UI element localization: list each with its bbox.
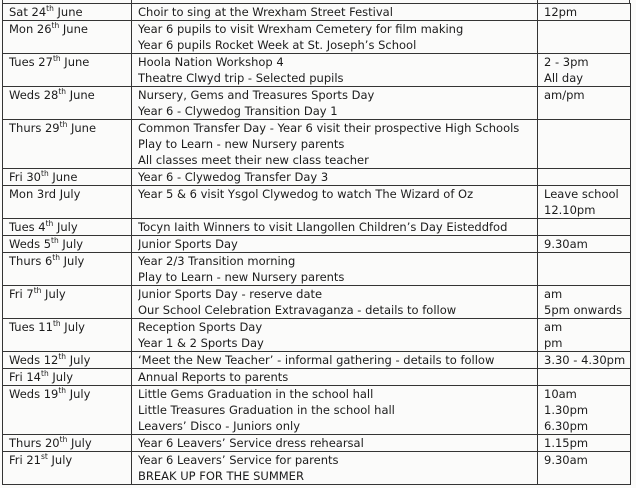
date-month: July [67,436,92,450]
events-cell [132,120,538,169]
event-line: Common Transfer Day - Year 6 visit their prospective High Schools [138,121,520,135]
date-text: Weds 5 [9,237,52,251]
event-line: Year 6 pupils Rocket Week at St. Joseph’s School [138,38,417,52]
table-row [3,369,631,386]
date-month: June [66,88,95,102]
time-cell [538,286,631,319]
date-ordinal: th [51,236,59,246]
event-line: Play to Learn - new Nursery parents [138,270,345,284]
events-cell [132,386,538,435]
time-cell [538,4,631,21]
date-ordinal: st [41,452,48,462]
time-line: am [544,287,563,301]
date-text: Fri 21 [9,453,41,467]
time-cell [538,319,631,352]
time-line: 6.30pm [544,419,589,433]
table-row [3,21,631,54]
events-cell [132,369,538,386]
event-line: Year 6 - Clywedog Transition Day 1 [138,104,338,118]
event-line: Hoola Nation Workshop 4 [138,55,284,69]
time-line: 12pm [544,5,578,19]
events-cell [132,186,538,219]
events-cell [132,286,538,319]
date-text: Weds 28 [9,88,59,102]
table-row [3,386,631,435]
time-line: 2 - 3pm [544,55,589,69]
table-row [3,286,631,319]
time-cell [538,369,631,386]
date-text: Tues 11 [9,320,53,334]
event-line: Annual Reports to parents [138,370,289,384]
time-line: am/pm [544,88,585,102]
time-line: 12.10pm [544,203,596,217]
date-cell [3,54,132,87]
date-month: July [66,353,91,367]
time-cell [538,236,631,253]
time-cell [538,435,631,452]
date-ordinal: th [51,21,60,31]
date-ordinal: th [33,286,42,296]
date-text: Thurs 29 [9,121,60,135]
date-month: July [58,237,84,251]
time-cell [538,87,631,120]
table-row [3,120,631,169]
date-ordinal: th [52,319,61,329]
event-line: Year 2/3 Transition morning [138,254,296,268]
table-row [3,253,631,286]
time-cell [538,386,631,435]
events-table-body [3,4,631,485]
event-line: Tocyn Iaith Winners to visit Llangollen Children’s Day Eisteddfod [138,220,508,234]
date-month: July [47,453,73,467]
date-text: Tues 27 [9,55,53,69]
events-cell [132,253,538,286]
date-text: Sat 24 [9,5,47,19]
date-cell [3,120,132,169]
date-text: Weds 19 [9,387,59,401]
date-ordinal: th [41,169,49,179]
events-cell [132,21,538,54]
event-line: Junior Sports Day [138,237,238,251]
time-line: pm [544,336,563,350]
events-cell [132,319,538,352]
time-cell [538,54,631,87]
event-line: Year 5 & 6 visit Ysgol Clywedog to watch The Wizard of Oz [138,187,474,201]
date-month: June [48,170,78,184]
date-text: Tues 4 [9,220,46,234]
event-line: ‘Meet the New Teacher’ - informal gathering - details to follow [138,353,495,367]
event-line: All classes meet their new class teacher [138,153,369,167]
time-cell [538,452,631,485]
time-line: 5pm onwards [544,303,623,317]
time-cell [538,169,631,186]
table-row [3,87,631,120]
date-month: July [60,320,85,334]
date-month: June [60,55,90,69]
date-ordinal: th [46,4,54,14]
table-row [3,236,631,253]
table-row [3,319,631,352]
event-line: Play to Learn - new Nursery parents [138,137,345,151]
events-cell [132,54,538,87]
date-cell [3,219,132,236]
time-line: All day [544,71,584,85]
date-cell [3,186,132,219]
table-row [3,169,631,186]
date-text: Thurs 6 [9,254,53,268]
event-line: Reception Sports Day [138,320,263,334]
date-text: Thurs 20 [9,436,60,450]
time-line: 3.30 - 4.30pm [544,353,626,367]
date-text: Fri 30 [9,170,41,184]
date-cell [3,253,132,286]
date-month: July [48,370,74,384]
date-ordinal: th [45,219,54,229]
table-row [3,54,631,87]
event-line: Year 6 Leavers’ Service for parents [138,453,339,467]
time-cell [538,120,631,169]
date-cell [3,21,132,54]
time-cell [538,186,631,219]
events-cell [132,169,538,186]
event-line: Year 6 - Clywedog Transfer Day 3 [138,170,329,184]
date-ordinal: th [58,87,67,97]
date-text: Weds 12 [9,353,59,367]
event-line: Little Gems Graduation in the school hall [138,387,374,401]
date-text: Mon 3rd [9,187,57,201]
time-line: am [544,320,563,334]
time-cell [538,253,631,286]
date-text: Fri 14 [9,370,41,384]
date-cell [3,87,132,120]
events-cell [132,236,538,253]
date-month: July [66,387,91,401]
events-table [2,3,631,485]
event-line: Little Treasures Graduation in the school hall [138,403,395,417]
date-month: July [60,254,85,268]
date-cell [3,452,132,485]
table-row [3,452,631,485]
date-cell [3,169,132,186]
event-line: Theatre Clwyd trip - Selected pupils [138,71,344,85]
date-ordinal: th [41,369,49,379]
table-row [3,435,631,452]
date-month: June [59,22,88,36]
date-cell [3,319,132,352]
time-line: 9.30am [544,237,588,251]
events-cell [132,87,538,120]
events-cell [132,435,538,452]
date-ordinal: th [58,352,67,362]
event-line: Choir to sing at the Wrexham Street Festival [138,5,393,19]
time-line: 9.30am [544,453,588,467]
table-row [3,352,631,369]
events-cell [132,352,538,369]
date-cell [3,236,132,253]
time-line: Leave school [544,187,619,201]
date-month: June [67,121,97,135]
date-month: July [56,187,81,201]
time-line: 10am [544,387,577,401]
event-line: Our School Celebration Extravaganza - details to follow [138,303,457,317]
date-cell [3,352,132,369]
date-text: Mon 26 [9,22,52,36]
event-line: Nursery, Gems and Treasures Sports Day [138,88,375,102]
date-ordinal: th [58,386,67,396]
events-cell [132,452,538,485]
date-month: July [41,287,66,301]
table-row [3,4,631,21]
event-line: Junior Sports Day - reserve date [138,287,323,301]
event-line: BREAK UP FOR THE SUMMER [138,469,304,483]
time-cell [538,352,631,369]
date-cell [3,286,132,319]
time-cell [538,219,631,236]
date-cell [3,4,132,21]
date-ordinal: th [59,120,68,130]
time-line: 1.15pm [544,436,589,450]
date-cell [3,386,132,435]
date-ordinal: th [52,253,60,263]
event-line: Year 1 & 2 Sports Day [138,336,264,350]
event-line: Year 6 pupils to visit Wrexham Cemetery for film making [138,22,464,36]
events-cell [132,219,538,236]
date-ordinal: th [52,54,61,64]
date-text: Fri 7 [9,287,34,301]
date-cell [3,369,132,386]
event-line: Year 6 Leavers’ Service dress rehearsal [138,436,364,450]
time-cell [538,21,631,54]
table-row [3,219,631,236]
time-line: 1.30pm [544,403,589,417]
table-row [3,186,631,219]
date-ordinal: th [59,435,68,445]
date-month: June [53,5,83,19]
date-month: July [53,220,78,234]
events-cell [132,4,538,21]
date-cell [3,435,132,452]
event-line: Leavers’ Disco - Juniors only [138,419,300,433]
